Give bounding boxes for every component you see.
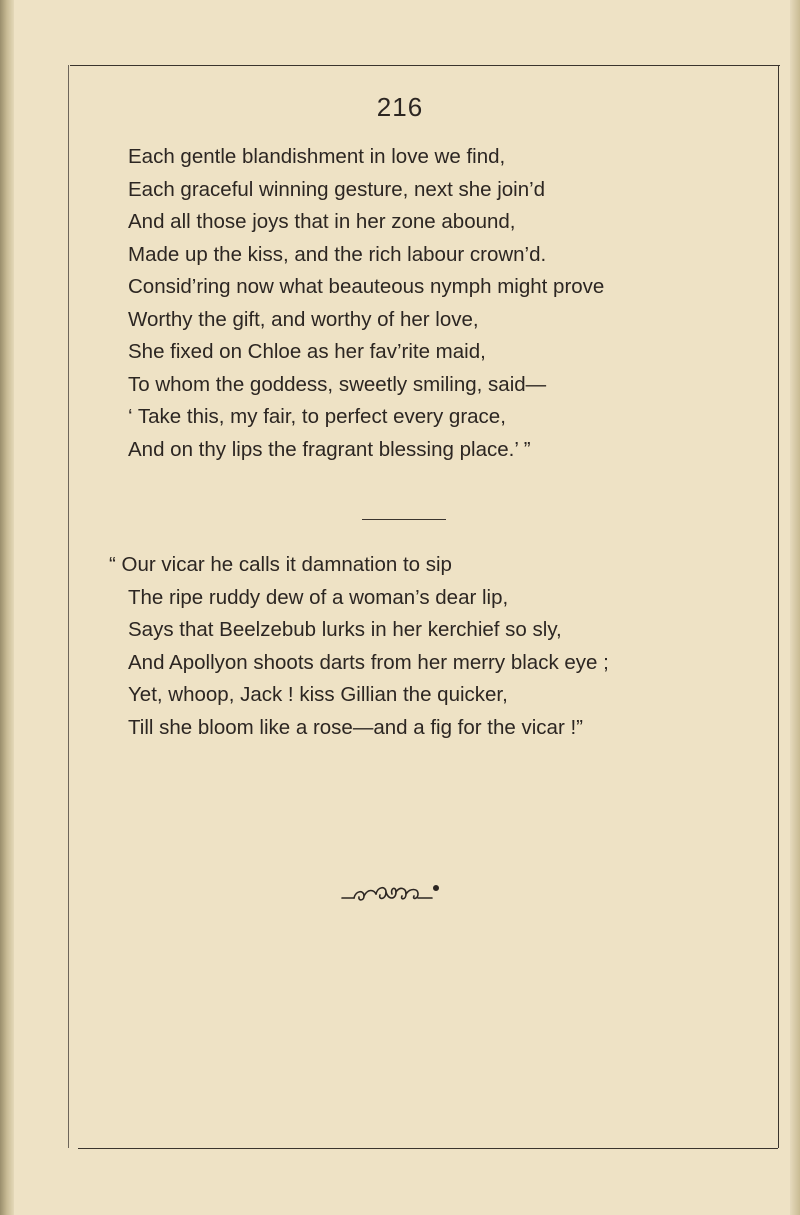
page-number: 216 — [376, 92, 424, 122]
verse-line: The ripe ruddy dew of a woman’s dear lip, — [128, 585, 509, 609]
verse-line: And on thy lips the fragrant blessing place.’ ” — [128, 437, 531, 461]
verse-line: And all those joys that in her zone abound, — [128, 210, 516, 233]
frame-rule-right — [778, 65, 779, 1148]
verse-line: Says that Beelzebub lurks in her kerchief so sly, — [128, 618, 562, 641]
page-edge-shadow-left — [0, 0, 14, 1215]
page-edge-shadow-right — [790, 0, 800, 1215]
section-divider — [362, 519, 446, 520]
verse-line: Worthy the gift, and worthy of her love, — [128, 307, 479, 331]
frame-rule-bottom — [78, 1148, 778, 1149]
stanza-1 — [128, 141, 768, 466]
frame-rule-top — [70, 65, 780, 66]
tailpiece-flourish-icon — [340, 880, 450, 915]
verse-line: And Apollyon shoots darts from her merry black eye ; — [128, 650, 609, 674]
verse-line: “ Our vicar he calls it damnation to sip — [109, 553, 452, 576]
verse-line: Yet, whoop, Jack ! kiss Gillian the quicker, — [128, 683, 508, 706]
verse-line: She fixed on Chloe as her fav’rite maid, — [128, 340, 486, 363]
verse-line: Each gentle blandishment in love we find, — [128, 145, 506, 168]
verse-line: Made up the kiss, and the rich labour crown’d. — [128, 242, 547, 266]
verse-line: Consid’ring now what beauteous nymph might prove — [128, 275, 605, 298]
verse-line: To whom the goddess, sweetly smiling, said— — [128, 372, 547, 396]
verse-line: ‘ Take this, my fair, to perfect every grace, — [128, 405, 506, 428]
verse-line: Till she bloom like a rose—and a fig for the vicar !” — [128, 715, 583, 739]
verse-line: Each graceful winning gesture, next she join’d — [128, 177, 546, 201]
stanza-2 — [109, 549, 768, 744]
frame-rule-left — [68, 65, 69, 1148]
